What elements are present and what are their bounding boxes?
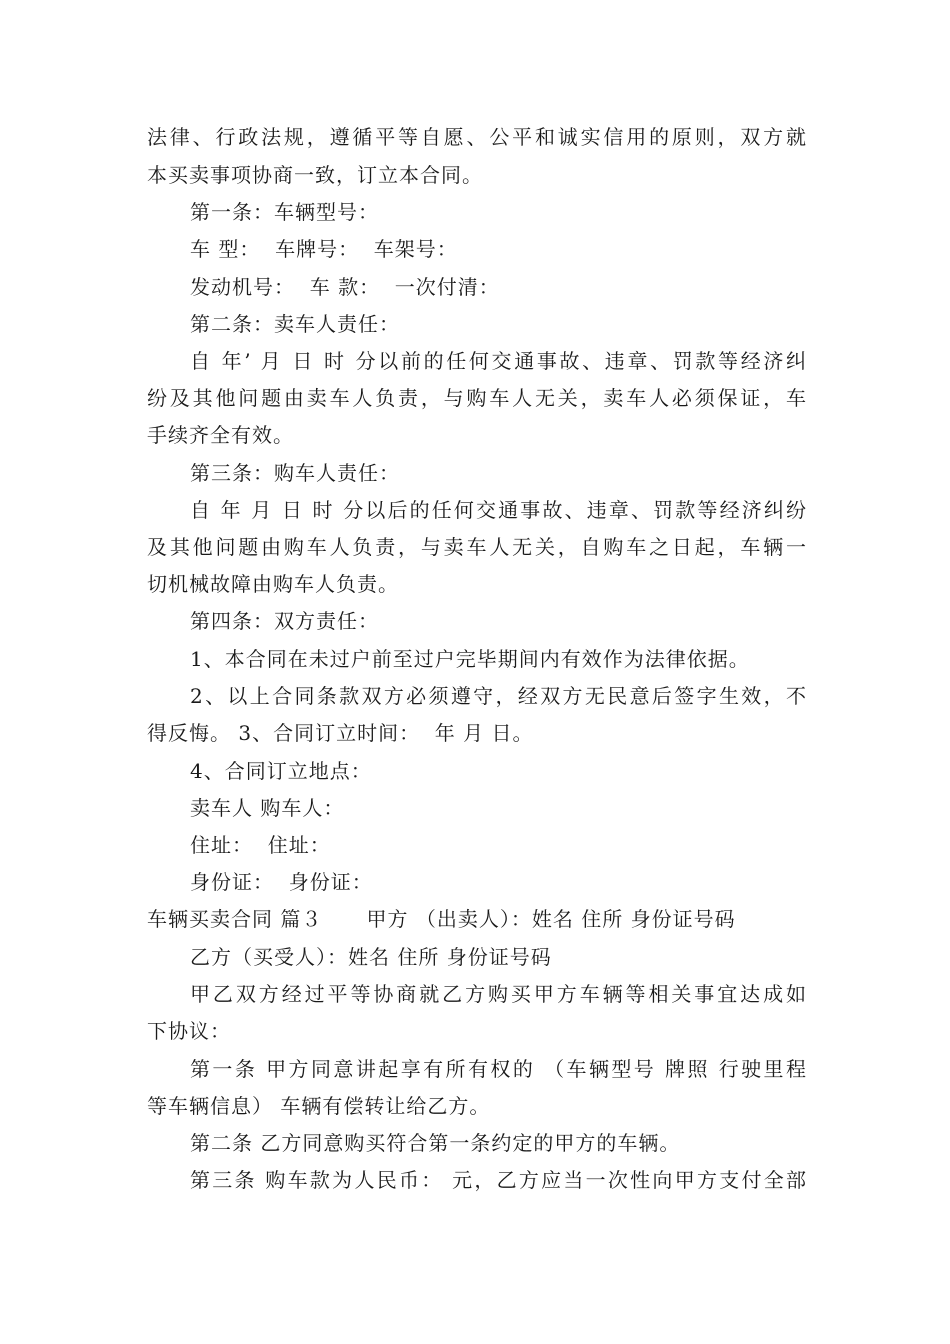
article-heading: 第三条：购车人责任： (190, 461, 400, 485)
list-item: 得反悔。 3、合同订立时间： 年 月 日。 (147, 721, 534, 745)
list-item: 1、本合同在未过户前至过户完毕期间内有效作为法律依据。 (190, 647, 750, 671)
article-heading: 第四条：双方责任： (190, 609, 379, 633)
article-line: 第一条 甲方同意讲起享有所有权的 （车辆型号 牌照 行驶里程 (190, 1057, 807, 1081)
id-field: 身份证： 身份证： (190, 870, 373, 894)
paragraph-line: 及其他问题由购车人负责，与卖车人无关，自购车之日起，车辆一 (147, 535, 807, 559)
paragraph-line: 自 年 月 日 时 分以后的任何交通事故、违章、罚款等经济纠纷 (190, 498, 807, 522)
paragraph-line: 甲乙双方经过平等协商就乙方购买甲方车辆等相关事宜达成如 (190, 982, 807, 1006)
paragraph-line: 法律、行政法规，遵循平等自愿、公平和诚实信用的原则，双方就 (147, 125, 807, 149)
paragraph-line: 手续齐全有效。 (147, 423, 294, 447)
paragraph-line: 切机械故障由购车人负责。 (147, 572, 399, 596)
paragraph-line: 纷及其他问题由卖车人负责，与购车人无关，卖车人必须保证，车 (147, 386, 807, 410)
paragraph-line: 下协议： (147, 1019, 231, 1043)
list-item: 2、以上合同条款双方必须遵守，经双方无民意后签字生效，不 (190, 684, 807, 708)
address-field: 住址： 住址： (190, 833, 331, 857)
article-line: 第三条 购车款为人民币： 元，乙方应当一次性向甲方支付全部 (190, 1168, 807, 1192)
paragraph-line: 自 年’ 月 日 时 分以前的任何交通事故、违章、罚款等经济纠 (190, 349, 807, 373)
article-heading: 第二条：卖车人责任： (190, 312, 400, 336)
section-heading: 车辆买卖合同 篇３ 甲方 （出卖人）：姓名 住所 身份证号码 (147, 907, 736, 931)
article-heading: 第一条：车辆型号： (190, 200, 379, 224)
party-line: 乙方（买受人）：姓名 住所 身份证号码 (190, 945, 552, 969)
form-field-line: 车 型： 车牌号： 车架号： (190, 237, 458, 261)
signature-field: 卖车人 购车人： (190, 796, 345, 820)
form-field-line: 发动机号： 车 款： 一次付清： (190, 275, 500, 299)
paragraph-line: 本买卖事项协商一致，订立本合同。 (147, 163, 483, 187)
list-item: 4、合同订立地点： (190, 759, 372, 783)
article-line: 第二条 乙方同意购买符合第一条约定的甲方的车辆。 (190, 1131, 681, 1155)
paragraph-line: 等车辆信息） 车辆有偿转让给乙方。 (147, 1094, 491, 1118)
